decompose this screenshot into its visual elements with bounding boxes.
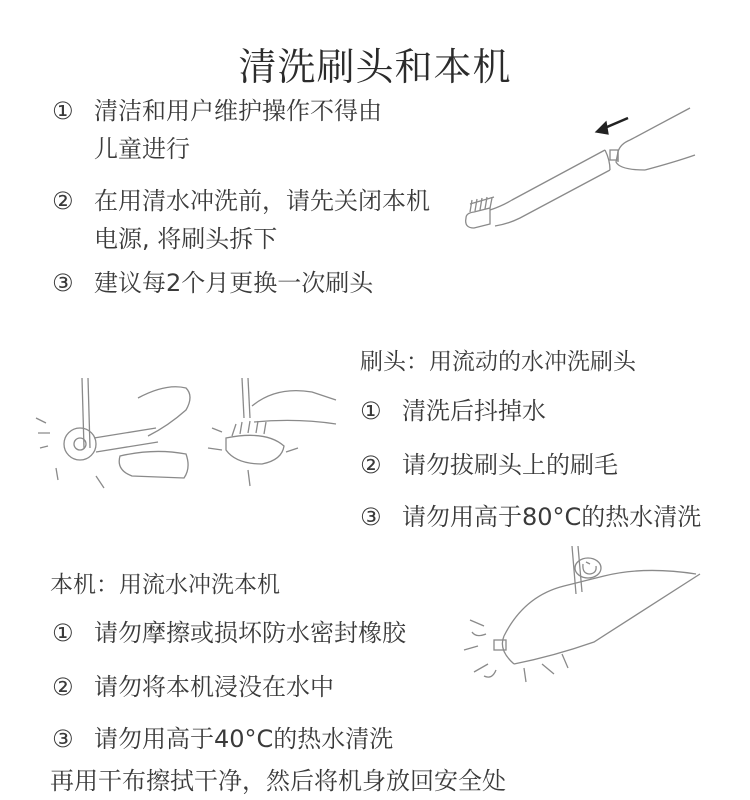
rinse-brush-illustration <box>36 378 346 498</box>
item-number: ① <box>52 619 74 647</box>
item-text: 请勿摩擦或损坏防水密封橡胶 <box>94 619 406 647</box>
item-text-continued: 电源, 将刷头拆下 <box>94 225 278 253</box>
item-text: 请勿拔刷头上的刷毛 <box>402 451 618 479</box>
item-text: 请勿用高于80°C的热水清洗 <box>402 503 702 531</box>
item-text: 请勿用高于40°C的热水清洗 <box>94 725 394 753</box>
item-number: ② <box>52 673 74 701</box>
intro-item-2 <box>52 182 430 258</box>
brush-head-heading: 刷头：用流动的水冲洗刷头 <box>360 349 636 375</box>
brush-head-item-3 <box>360 498 701 536</box>
body-unit-item-1 <box>52 614 406 652</box>
page-title: 清洗刷头和本机 <box>238 45 512 89</box>
item-text-continued: 儿童进行 <box>94 135 190 163</box>
brush-head-item-1 <box>360 392 546 430</box>
item-text: 在用清水冲洗前，请先关闭本机 <box>94 187 430 215</box>
item-number: ② <box>360 451 382 479</box>
item-number: ③ <box>52 269 74 297</box>
power-button-icon <box>575 558 601 578</box>
item-text: 建议每2个月更换一次刷头 <box>94 269 374 297</box>
body-unit-item-2 <box>52 668 334 706</box>
item-text: 清洁和用户维护操作不得由 <box>94 97 382 125</box>
item-text: 请勿将本机浸没在水中 <box>94 673 334 701</box>
brush-head-item-2 <box>360 446 618 484</box>
item-number: ① <box>360 397 382 425</box>
item-number: ① <box>52 97 74 125</box>
intro-item-1 <box>52 92 382 168</box>
brush-detach-illustration <box>460 100 700 240</box>
item-text: 清洗后抖掉水 <box>402 397 546 425</box>
item-number: ③ <box>360 503 382 531</box>
item-number: ③ <box>52 725 74 753</box>
body-unit-footer: 再用干布擦拭干净，然后将机身放回安全处 <box>50 767 506 795</box>
intro-item-3 <box>52 264 373 302</box>
item-number: ② <box>52 187 74 215</box>
rinse-handle-illustration <box>464 546 704 686</box>
body-unit-item-3 <box>52 720 393 758</box>
body-unit-heading: 本机：用流水冲洗本机 <box>50 572 280 598</box>
